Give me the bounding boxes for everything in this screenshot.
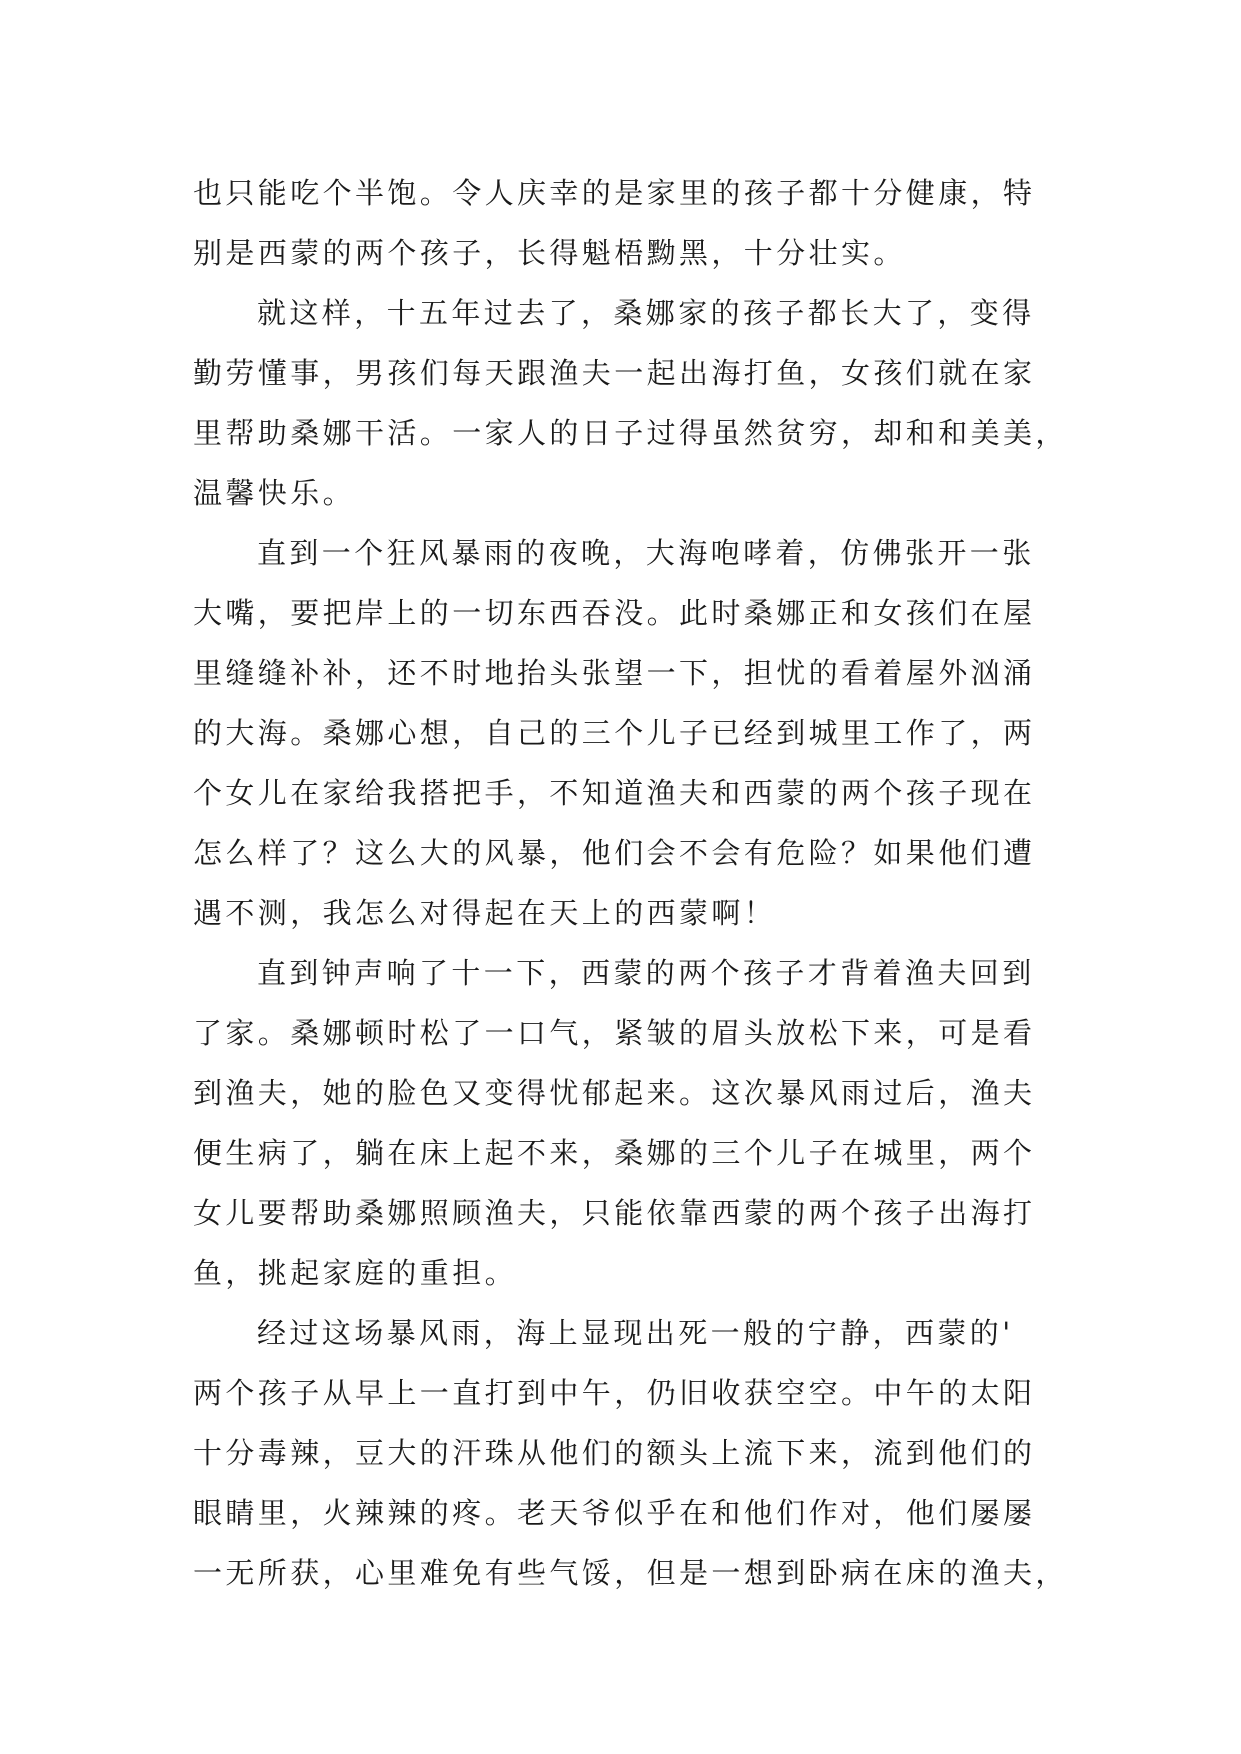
text-line: 两个孩子从早上一直打到中午，仍旧收获空空。中午的太阳 (193, 1376, 1036, 1410)
paragraph-first-line: 直到钟声响了十一下，西蒙的两个孩子才背着渔夫回到 (257, 956, 1035, 990)
paragraph-first-line: 直到一个狂风暴雨的夜晚，大海咆哮着，仿佛张开一张 (257, 536, 1035, 570)
text-line: 鱼，挑起家庭的重担。 (193, 1256, 518, 1290)
text-line: 的大海。桑娜心想，自己的三个儿子已经到城里工作了，两 (193, 716, 1036, 750)
text-line: 大嘴，要把岸上的一切东西吞没。此时桑娜正和女孩们在屋 (193, 596, 1036, 630)
text-line: 遇不测，我怎么对得起在天上的西蒙啊！ (193, 896, 777, 930)
paragraph-first-line: 经过这场暴风雨，海上显现出死一般的宁静，西蒙的' (257, 1316, 1014, 1350)
text-line: 别是西蒙的两个孩子，长得魁梧黝黑，十分壮实。 (193, 236, 906, 270)
text-line: 里缝缝补补，还不时地抬头张望一下，担忧的看着屋外汹涌 (193, 656, 1036, 690)
text-line: 一无所获，心里难免有些气馁，但是一想到卧病在床的渔夫， (193, 1556, 1068, 1590)
text-line: 勤劳懂事，男孩们每天跟渔夫一起出海打鱼，女孩们就在家 (193, 356, 1036, 390)
text-line: 便生病了，躺在床上起不来，桑娜的三个儿子在城里，两个 (193, 1136, 1036, 1170)
paragraph-first-line: 就这样，十五年过去了，桑娜家的孩子都长大了，变得 (257, 296, 1035, 330)
text-line: 个女儿在家给我搭把手，不知道渔夫和西蒙的两个孩子现在 (193, 776, 1036, 810)
body-text (193, 163, 1068, 1603)
text-line: 温馨快乐。 (193, 476, 356, 510)
text-line: 女儿要帮助桑娜照顾渔夫，只能依靠西蒙的两个孩子出海打 (193, 1196, 1036, 1230)
text-line: 也只能吃个半饱。令人庆幸的是家里的孩子都十分健康，特 (193, 176, 1036, 210)
text-line: 眼睛里，火辣辣的疼。老天爷似乎在和他们作对，他们屡屡 (193, 1496, 1036, 1530)
text-line: 到渔夫，她的脸色又变得忧郁起来。这次暴风雨过后，渔夫 (193, 1076, 1036, 1110)
text-line: 了家。桑娜顿时松了一口气，紧皱的眉头放松下来，可是看 (193, 1016, 1036, 1050)
text-line: 里帮助桑娜干活。一家人的日子过得虽然贫穷，却和和美美， (193, 416, 1068, 450)
text-line: 十分毒辣，豆大的汗珠从他们的额头上流下来，流到他们的 (193, 1436, 1036, 1470)
text-line: 怎么样了？这么大的风暴，他们会不会有危险？如果他们遭 (193, 836, 1036, 870)
